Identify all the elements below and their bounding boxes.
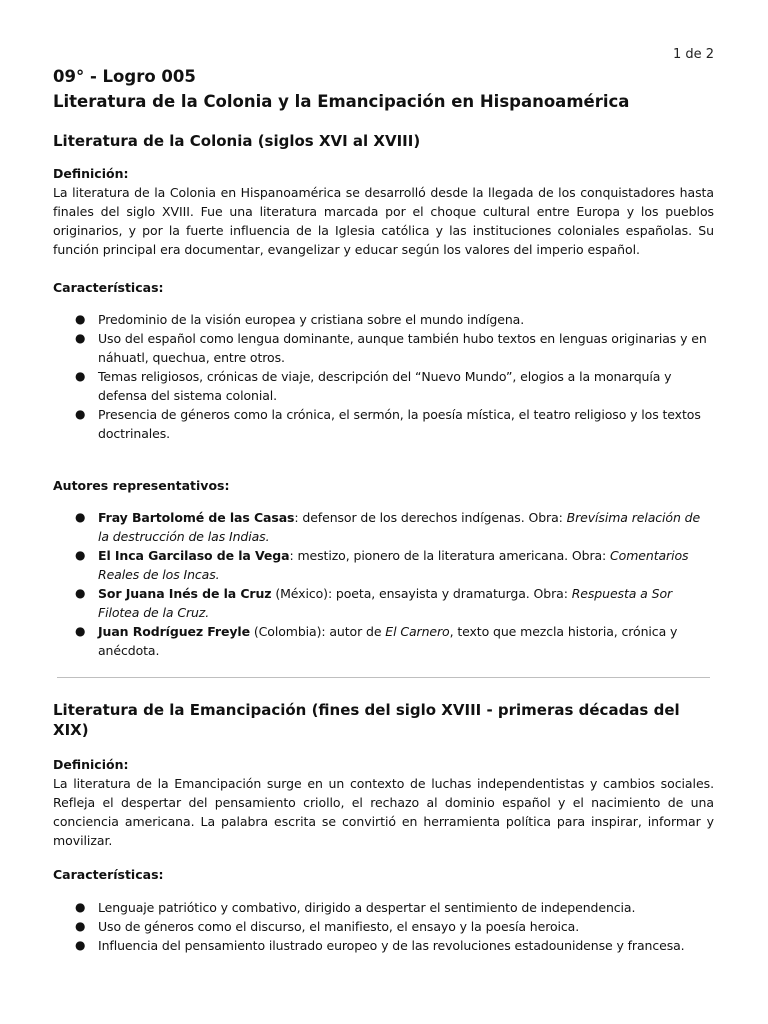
author-item: ● Sor Juana Inés de la Cruz (México): poeta, ensayista y dramaturga. Obra: Respuesta a Sor Filotea de la Cruz. <box>75 586 673 620</box>
colonia-characteristics-label: Características: <box>53 280 164 295</box>
author-work: Comentarios Reales de los Incas. <box>98 548 689 582</box>
section-divider <box>57 677 710 678</box>
author-work: El Carnero <box>385 624 450 639</box>
author-item: ● Juan Rodríguez Freyle (Colombia): autor de El Carnero, texto que mezcla historia, crónica y anécdota. <box>75 624 678 658</box>
section-title-emancipacion: Literatura de la Emancipación (fines del siglo XVIII - primeras décadas del XIX) <box>53 701 680 739</box>
list-item: ● Uso del español como lengua dominante, aunque también hubo textos en lenguas originarias y en náhuatl, quechua, entre otros. <box>75 331 707 365</box>
bullet-icon: ● <box>75 938 86 952</box>
bullet-icon: ● <box>75 331 86 345</box>
list-item: ● Temas religiosos, crónicas de viaje, descripción del “Nuevo Mundo”, elogios a la monarquía y defensa del sistema colonial. <box>75 369 672 403</box>
bullet-icon: ● <box>75 510 86 524</box>
colonia-authors-label: Autores representativos: <box>53 478 230 493</box>
author-item: ● Fray Bartolomé de las Casas: defensor de los derechos indígenas. Obra: Brevísima relación de la destrucción de las Indias. <box>75 510 701 544</box>
document-body <box>53 64 714 955</box>
page-number: 1 de 2 <box>672 47 714 62</box>
bullet-icon: ● <box>75 900 86 914</box>
list-item: ● Predominio de la visión europea y cristiana sobre el mundo indígena. <box>75 312 525 327</box>
colonia-definition-text: La literatura de la Colonia en Hispanoamérica se desarrolló desde la llegada de los conquistadores hasta finales del siglo XVIII. Fue una literatura marcada por el choque cultural entre Europa y los pueblos originarios, y por la fuerte influencia de la Iglesia católica y las instituciones coloniales españolas. Su función principal era documentar, evangelizar y educar según los valores del imperio español. <box>53 185 714 257</box>
document-title-line-1: 09° - Logro 005 <box>53 67 196 86</box>
author-name: Sor Juana Inés de la Cruz <box>98 586 272 601</box>
colonia-definition-label: Definición: <box>53 166 129 181</box>
bullet-icon: ● <box>75 548 86 562</box>
section-title-colonia: Literatura de la Colonia (siglos XVI al XVIII) <box>53 132 421 150</box>
bullet-icon: ● <box>75 919 86 933</box>
list-item: ● Influencia del pensamiento ilustrado europeo y de las revoluciones estadounidense y francesa. <box>75 938 685 953</box>
bullet-icon: ● <box>75 369 86 383</box>
list-item: ● Lenguaje patriótico y combativo, dirigido a despertar el sentimiento de independencia. <box>75 900 636 915</box>
author-name: Fray Bartolomé de las Casas <box>98 510 295 525</box>
author-work: Brevísima relación de la destrucción de las Indias. <box>98 510 701 544</box>
list-item: ● Uso de géneros como el discurso, el manifiesto, el ensayo y la poesía heroica. <box>75 919 580 934</box>
bullet-icon: ● <box>75 624 86 638</box>
bullet-icon: ● <box>75 312 86 326</box>
document-title-line-2: Literatura de la Colonia y la Emancipación en Hispanoamérica <box>53 92 630 111</box>
emancipacion-characteristics-label: Características: <box>53 867 164 882</box>
emancipacion-characteristics-list <box>53 898 714 955</box>
emancipacion-definition-label: Definición: <box>53 757 129 772</box>
colonia-authors-list <box>53 508 714 660</box>
bullet-icon: ● <box>75 586 86 600</box>
list-item: ● Presencia de géneros como la crónica, el sermón, la poesía mística, el teatro religioso y los textos doctrinales. <box>75 407 701 441</box>
author-item: ● El Inca Garcilaso de la Vega: mestizo, pionero de la literatura americana. Obra: Comentarios Reales de los Incas. <box>75 548 689 582</box>
author-name: Juan Rodríguez Freyle <box>98 624 250 639</box>
author-name: El Inca Garcilaso de la Vega <box>98 548 290 563</box>
colonia-characteristics-list <box>53 310 714 443</box>
bullet-icon: ● <box>75 407 86 421</box>
emancipacion-definition-text: La literatura de la Emancipación surge en un contexto de luchas independentistas y cambios sociales. Refleja el despertar del pensamiento criollo, el rechazo al dominio español y el nacimiento de una conciencia americana. La palabra escrita se convirtió en herramienta política para inspirar, informar y movilizar. <box>53 776 714 848</box>
author-work: Respuesta a Sor Filotea de la Cruz. <box>98 586 673 620</box>
